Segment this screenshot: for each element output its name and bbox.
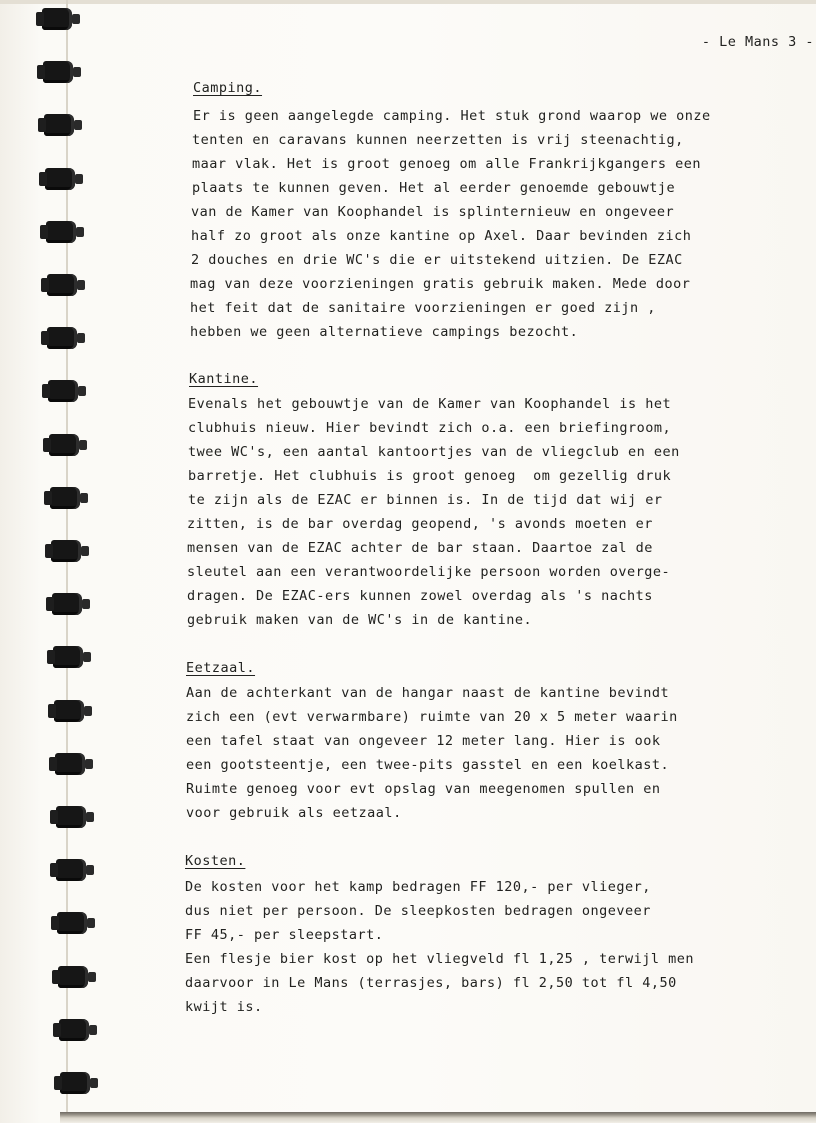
binding-ring-loop <box>44 114 74 136</box>
kantine-line: sleutel aan een verantwoordelijke persoon worden overge- <box>187 564 671 580</box>
camping-line: Er is geen aangelegde camping. Het stuk grond waarop we onze <box>193 108 711 124</box>
kantine-line: clubhuis nieuw. Hier bevindt zich o.a. een briefingroom, <box>188 420 672 436</box>
kosten-line: kwijt is. <box>185 999 263 1015</box>
binding-ring-loop <box>43 61 73 83</box>
section-heading-eetzaal: Eetzaal. <box>186 660 256 676</box>
binding-ring-loop <box>55 753 85 775</box>
section-heading-kosten: Kosten. <box>185 853 246 869</box>
binding-ring-hole <box>87 918 95 928</box>
binding-ring-hole <box>77 280 85 290</box>
binding-ring-notch <box>44 491 52 505</box>
binding-ring <box>42 376 86 406</box>
binding-ring <box>38 110 82 140</box>
binding-ring-loop <box>58 966 88 988</box>
binding-ring-hole <box>86 865 94 875</box>
binding-ring-loop <box>47 274 77 296</box>
eetzaal-line: Aan de achterkant van de hangar naast de kantine bevindt <box>186 685 670 701</box>
kantine-line: barretje. Het clubhuis is groot genoeg om gezellig druk <box>188 468 672 484</box>
binding-ring-loop <box>53 646 83 668</box>
binding-ring-hole <box>85 759 93 769</box>
binding-ring-notch <box>41 331 49 345</box>
binding-ring-notch <box>38 118 46 132</box>
binding-ring-hole <box>78 386 86 396</box>
kantine-line: twee WC's, een aantal kantoortjes van de vliegclub en een <box>188 444 680 460</box>
binding-ring-hole <box>80 493 88 503</box>
binding-ring-notch <box>43 438 51 452</box>
binding-ring-notch <box>53 1023 61 1037</box>
binding-ring-hole <box>77 333 85 343</box>
binding-ring-hole <box>86 812 94 822</box>
camping-line: van de Kamer van Koophandel is splinternieuw en ongeveer <box>191 204 675 220</box>
kantine-line: zitten, is de bar overdag geopend, 's avonds moeten er <box>187 516 653 532</box>
kosten-line: daarvoor in Le Mans (terrasjes, bars) fl 2,50 tot fl 4,50 <box>185 975 677 991</box>
camping-line: tenten en caravans kunnen neerzetten is vrij steenachtig, <box>192 132 684 148</box>
binding-ring-hole <box>89 1025 97 1035</box>
binding-ring-hole <box>74 120 82 130</box>
eetzaal-line: een gootsteentje, een twee-pits gasstel en een koelkast. <box>186 757 670 773</box>
kosten-line: De kosten voor het kamp bedragen FF 120,- per vlieger, <box>185 879 651 895</box>
kantine-line: mensen van de EZAC achter de bar staan. Daartoe zal de <box>187 540 653 556</box>
binding-ring-loop <box>51 540 81 562</box>
binding-ring-loop <box>42 8 72 30</box>
binding-ring <box>41 323 85 353</box>
binding-ring-hole <box>72 14 80 24</box>
binding-ring-hole <box>79 440 87 450</box>
binding-ring-notch <box>51 916 59 930</box>
eetzaal-line: voor gebruik als eetzaal. <box>186 805 402 821</box>
kosten-line: Een flesje bier kost op het vliegveld fl 1,25 , terwijl men <box>185 951 695 967</box>
binding-ring-notch <box>47 650 55 664</box>
binding-ring-loop <box>49 434 79 456</box>
binding-ring-notch <box>50 810 58 824</box>
eetzaal-line: een tafel staat van ongeveer 12 meter lang. Hier is ook <box>186 733 661 749</box>
binding-ring <box>49 749 93 779</box>
camping-line: plaats te kunnen geven. Het al eerder genoemde gebouwtje <box>192 180 676 196</box>
binding-ring-hole <box>88 972 96 982</box>
binding-ring-notch <box>40 225 48 239</box>
kantine-line: Evenals het gebouwtje van de Kamer van Koophandel is het <box>188 396 672 412</box>
kantine-line: te zijn als de EZAC er binnen is. In de tijd dat wij er <box>188 492 663 508</box>
binding-ring-notch <box>48 704 56 718</box>
binding-ring-loop <box>50 487 80 509</box>
binding-ring-hole <box>90 1078 98 1088</box>
binding-ring-notch <box>46 597 54 611</box>
binding-ring-hole <box>84 706 92 716</box>
binding-ring <box>51 908 95 938</box>
camping-line: hebben we geen alternatieve campings bezocht. <box>190 324 579 340</box>
binding-ring-loop <box>59 1019 89 1041</box>
section-heading-kantine: Kantine. <box>189 371 259 387</box>
binding-ring-loop <box>54 700 84 722</box>
page-bottom-edge <box>60 1112 816 1123</box>
section-heading-camping: Camping. <box>193 80 263 96</box>
kantine-line: dragen. De EZAC-ers kunnen zowel overdag als 's nachts <box>187 588 653 604</box>
binding-ring-notch <box>50 863 58 877</box>
binding-ring <box>41 270 85 300</box>
binding-ring <box>52 962 96 992</box>
binding-ring-loop <box>60 1072 90 1094</box>
binding-ring <box>40 217 84 247</box>
eetzaal-line: zich een (evt verwarmbare) ruimte van 20 x 5 meter waarin <box>186 709 678 725</box>
binding-ring <box>46 589 90 619</box>
binding-ring <box>37 57 81 87</box>
binding-ring-notch <box>45 544 53 558</box>
binding-ring-hole <box>73 67 81 77</box>
binding-ring <box>50 855 94 885</box>
binding-ring <box>50 802 94 832</box>
binding-ring-hole <box>76 227 84 237</box>
binding-ring-loop <box>45 168 75 190</box>
eetzaal-line: Ruimte genoeg voor evt opslag van meegenomen spullen en <box>186 781 661 797</box>
binding-ring-notch <box>49 757 57 771</box>
binding-ring <box>45 536 89 566</box>
binding-ring <box>44 483 88 513</box>
kosten-line: FF 45,- per sleepstart. <box>185 927 384 943</box>
binding-ring <box>54 1068 98 1098</box>
binding-ring-notch <box>54 1076 62 1090</box>
binding-ring-loop <box>47 327 77 349</box>
binding-ring-loop <box>52 593 82 615</box>
binding-ring-hole <box>83 652 91 662</box>
kosten-line: dus niet per persoon. De sleepkosten bedragen ongeveer <box>185 903 651 919</box>
page-top-edge <box>0 0 816 4</box>
camping-line: 2 douches en drie WC's die er uitstekend uitzien. De EZAC <box>191 252 683 268</box>
binding-ring-hole <box>81 546 89 556</box>
camping-line: maar vlak. Het is groot genoeg om alle Frankrijkgangers een <box>192 156 702 172</box>
binding-ring <box>36 4 80 34</box>
camping-line: het feit dat de sanitaire voorzieningen er goed zijn , <box>190 300 656 316</box>
binding-ring <box>39 164 83 194</box>
page-header-label: - Le Mans 3 - <box>701 34 814 50</box>
binding-ring <box>48 696 92 726</box>
binding-ring-notch <box>52 970 60 984</box>
binding-ring-loop <box>56 806 86 828</box>
binding-ring-loop <box>56 859 86 881</box>
binding-ring <box>43 430 87 460</box>
kantine-line: gebruik maken van de WC's in de kantine. <box>187 612 533 628</box>
binding-ring-notch <box>42 384 50 398</box>
binding-ring-hole <box>82 599 90 609</box>
binding-ring-loop <box>57 912 87 934</box>
binding-ring-notch <box>39 172 47 186</box>
binding-ring-loop <box>48 380 78 402</box>
binding-ring-hole <box>75 174 83 184</box>
spiral-binding <box>0 0 90 1123</box>
binding-ring-notch <box>41 278 49 292</box>
binding-ring-notch <box>36 12 44 26</box>
binding-ring-notch <box>37 65 45 79</box>
camping-line: mag van deze voorzieningen gratis gebruik maken. Mede door <box>190 276 691 292</box>
binding-ring <box>53 1015 97 1045</box>
binding-ring <box>47 642 91 672</box>
binding-ring-loop <box>46 221 76 243</box>
camping-line: half zo groot als onze kantine op Axel. Daar bevinden zich <box>191 228 692 244</box>
